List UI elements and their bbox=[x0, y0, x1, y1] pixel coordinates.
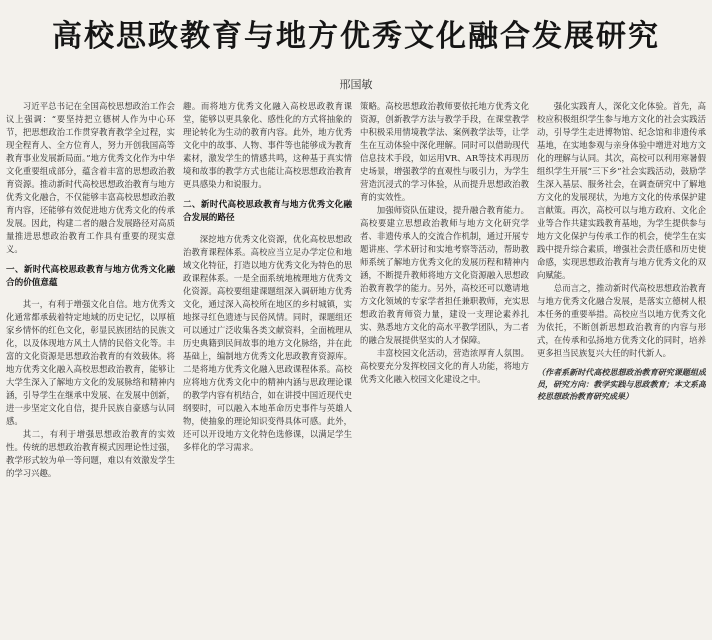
paragraph: 策略。高校思想政治教师要依托地方优秀文化资源，创新教学方法与教学手段，在课堂教学中积极采用情境教学法、案例教学法等，让学生在互动体验中深化理解。同时可以借助现代信息技术手段，如运用VR、AR等技术再现历史场景，增强教学的直观性与吸引力，为学生营造沉浸式的学习体验，从而提升思想政治教育的实效性。 bbox=[360, 101, 529, 202]
column-1 bbox=[6, 100, 175, 634]
paragraph: 总而言之，推动新时代高校思想政治教育与地方优秀文化融合发展，是落实立德树人根本任务的重要举措。高校应当以地方优秀文化为依托，不断创新思想政治教育的内容与形式，在传承和弘扬地方优秀文化的同时，培养更多担当民族复兴大任的时代新人。 bbox=[537, 283, 706, 358]
section-heading: 二、新时代高校思政教育与地方优秀文化融合发展的路径 bbox=[183, 200, 352, 223]
author-note: （作者系新时代高校思想政治教育研究课题组成员，研究方向：教学实践与思政教育；本文系高校思想政治教育研究成果） bbox=[537, 367, 706, 401]
section-heading: 一、新时代高校思政教育与地方优秀文化融合的价值意蕴 bbox=[6, 265, 175, 288]
column-2 bbox=[183, 100, 352, 634]
paragraph: 趣。而将地方优秀文化融入高校思政教育课堂，能够以更具象化、感性化的方式将抽象的理论转化为生动的教育内容。此外，地方优秀文化中的故事、人物、事件等也能够成为教育素材，激发学生的情感共鸣，这种基于真实情境和故事的教学方式也能让高校思想政治教育更具感染力和说服力。 bbox=[183, 101, 352, 189]
paragraph: 强化实践育人，深化文化体验。首先，高校应积极组织学生参与地方文化的社会实践活动，引导学生走进博物馆、纪念馆和非遗传承基地，在实地参观与亲身体验中增进对地方文化的理解与认同。其次，高校可以利用寒暑假组织学生开展“三下乡”社会实践活动，鼓励学生深入基层、服务社会，在调查研究中了解地方文化的发展现状，为地方文化的传承保护建言献策。再次，高校可以与地方政府、文化企业等合作共建实践教育基地，为学生提供参与地方文化保护与传承工作的机会，使学生在实践中提升综合素质，增强社会责任感和历史使命感，实现思想政治教育与地方优秀文化的双向赋能。 bbox=[537, 101, 706, 280]
article-author: 邢国敏 bbox=[339, 78, 373, 91]
column-4 bbox=[537, 100, 706, 634]
article-body bbox=[6, 100, 706, 634]
article-title: 高校思政教育与地方优秀文化融合发展研究 bbox=[52, 19, 660, 54]
paragraph: 习近平总书记在全国高校思想政治工作会议上强调：“要坚持把立德树人作为中心环节，把思想政治工作贯穿教育教学全过程，实现全程育人、全方位育人，努力开创我国高等教育事业发展新局面。”地方优秀文化作为中华文化重要组成部分，蕴含着丰富的思想政治教育资源。推动新时代高校思想政治教育与地方优秀文化融合，不仅能够丰富高校思想政治教育内容，还能够有效促进地方优秀文化的传承发展。因此，构建二者的融合发展路径对高质量推进思想政治教育工作具有重要的现实意义。 bbox=[6, 101, 175, 254]
paragraph: 其二，有利于增强思想政治教育的实效性。传统的思想政治教育模式因理论性过强，教学形式较为单一等问题，难以有效激发学生的学习兴趣。 bbox=[6, 429, 175, 478]
paragraph: 其一，有利于增强文化自信。地方优秀文化通常都承载着特定地域的历史记忆，以厚植家乡情怀的红色文化，彰显民族团结的民族文化，以及体现地方风土人情的民俗文化等。丰富的文化资源是思想政治教育的有效载体。将地方优秀文化融入高校思想政治教育，能够让大学生深入了解地方文化的发展脉络和精神内涵，引导学生在继承中发展、在发展中创新，进一步坚定文化自信，提升民族自豪感与认同感。 bbox=[6, 299, 175, 426]
column-3 bbox=[360, 100, 529, 634]
paragraph: 深挖地方优秀文化资源，优化高校思想政治教育课程体系。高校应当立足办学定位和地域文化特征，打造以地方优秀文化为特色的思政课程体系。一是全面系统地梳理地方优秀文化资源。高校要组建课题组深入调研地方优秀文化，通过深入高校所在地区的乡村城镇，实地探寻红色遗迹与民俗风情。同时，课题组还可以通过广泛收集各类文献资料，全面梳理从历史典籍到民间故事的地方文化脉络，并在此基础上，编制地方优秀文化思政教育资源库。二是将地方优秀文化融入思政课程体系。高校应将地方优秀文化中的精神内涵与思政理论课的教学内容有机结合，如在讲授中国近现代史纲要时，可以融入本地革命历史事件与英雄人物，使抽象的理论知识变得具体可感。此外，还可以开设地方文化特色选修课，以满足学生多样化的学习需求。 bbox=[183, 234, 352, 452]
paragraph: 加强师资队伍建设，提升融合教育能力。高校要建立思想政治教师与地方文化研究学者、非遗传承人的交流合作机制，通过开展专题讲座、学术研讨和实地考察等活动，帮助教师系统了解地方优秀文化的发展历程和精神内涵，不断提升教师将地方文化资源融入思想政治教育教学的能力。另外，高校还可以邀请地方文化领域的专家学者担任兼职教师，充实思想政治教育师资力量，建设一支理论素养扎实、熟悉地方文化的高水平教学团队，为二者的融合发展提供坚实的人才保障。 bbox=[360, 205, 529, 345]
paragraph: 丰富校园文化活动，营造浓厚育人氛围。高校要充分发挥校园文化的育人功能，将地方优秀文化融入校园文化建设之中。 bbox=[360, 348, 529, 384]
